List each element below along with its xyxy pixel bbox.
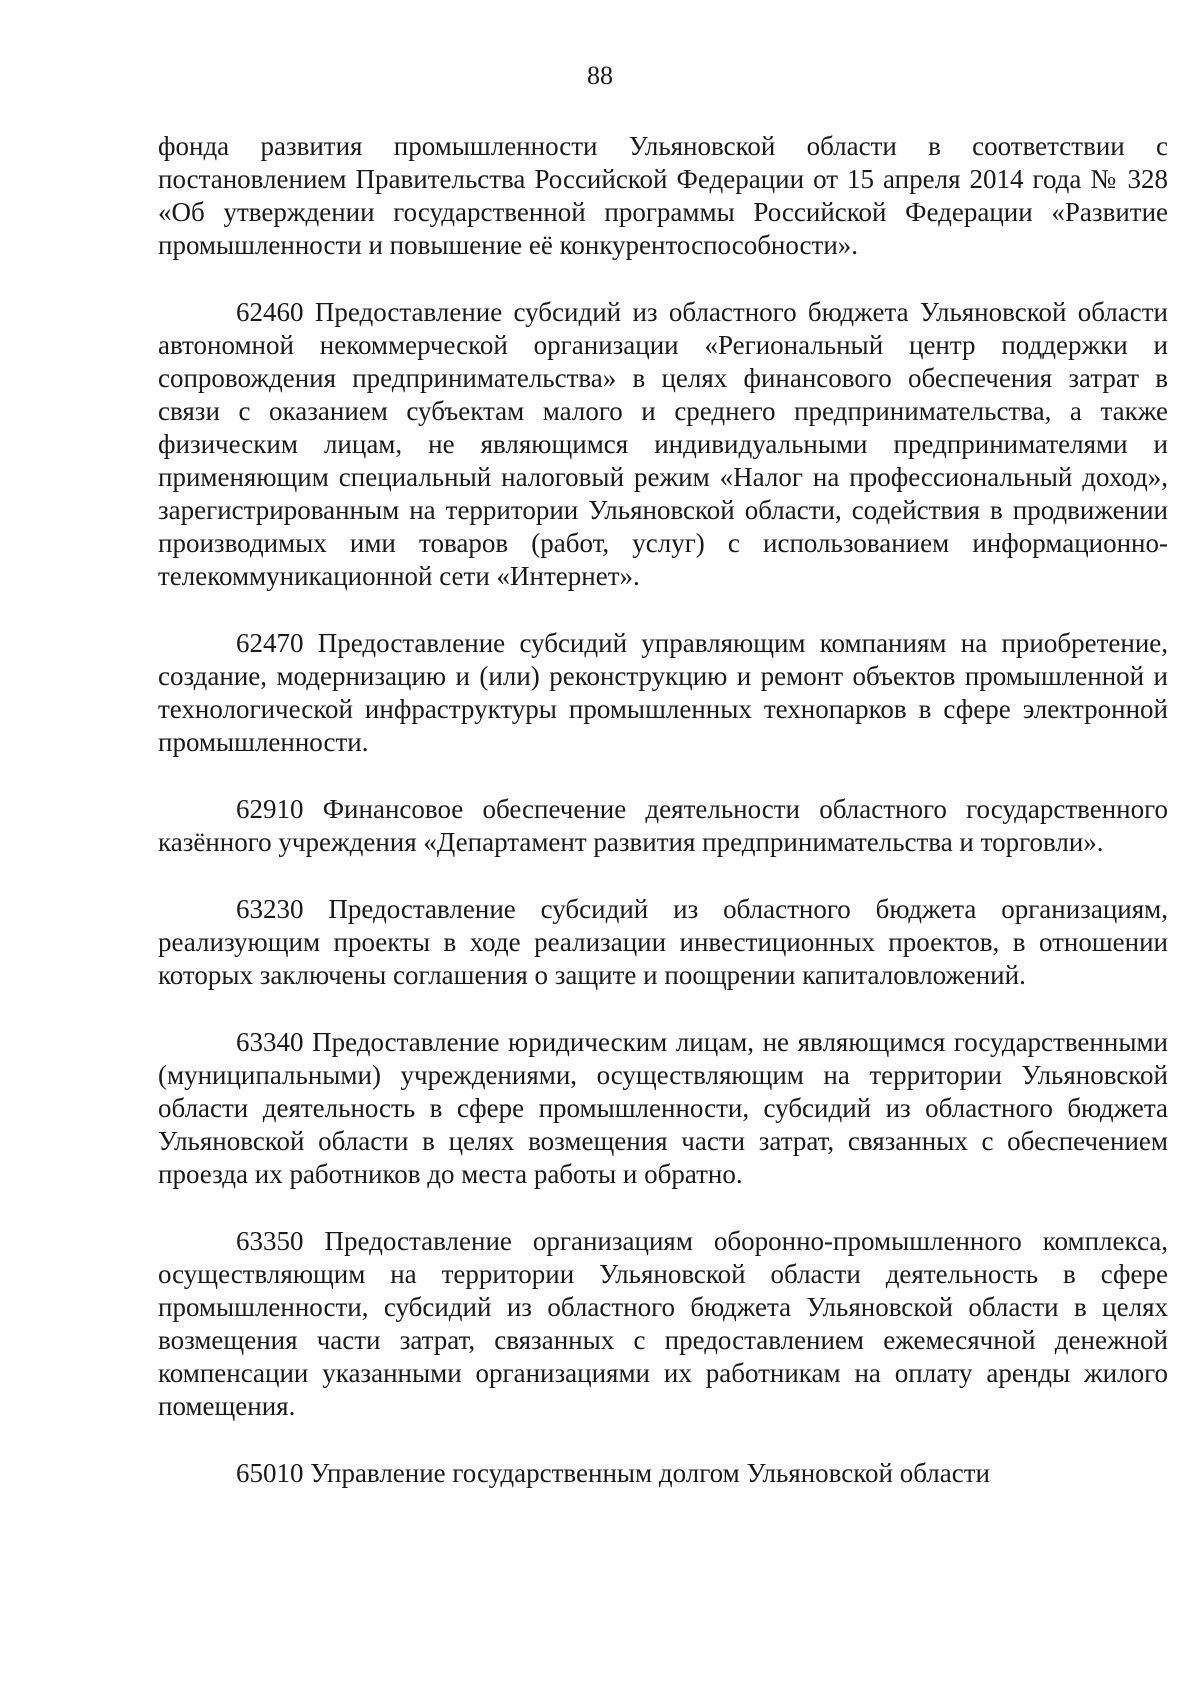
paragraph-63350: 63350 Предоставление организациям оборонно-промышленного комплекса, осуществляющим на территории Ульяновской области деятельность в сфере промышленности, субсидий из областного бюджета Ульяновской области в целях возмещения части затрат, связанных с предоставлением ежемесячной денежной компенсации указанными организациями их работникам на оплату аренды жилого помещения. [158, 1226, 1168, 1421]
page-number: 88 [587, 61, 613, 90]
paragraph-62910: 62910 Финансовое обеспечение деятельности областного государственного казённого учреждения «Департамент развития предпринимательства и торговли». [158, 794, 1168, 857]
paragraph-63340: 63340 Предоставление юридическим лицам, не являющимся государственными (муниципальными) учреждениями, осуществляющим на территории Ульяновской области деятельность в сфере промышленности, субсидий из областного бюджета Ульяновской области в целях возмещения части затрат, связанных с обеспечением проезда их работников до места работы и обратно. [158, 1027, 1168, 1189]
paragraph-62460: 62460 Предоставление субсидий из областного бюджета Ульяновской области автономной некоммерческой организации «Региональный центр поддержки и сопровождения предпринимательства» в целях финансового обеспечения затрат в связи с оказанием субъектам малого и среднего предпринимательства, а также физическим лицам, не являющимся индивидуальными предпринимателями и применяющим специальный налоговый режим «Налог на профессиональный доход», зарегистрированным на территории Ульяновской области, содействия в продвижении производимых ими товаров (работ, услуг) с использованием информационно-телекоммуникационной сети «Интернет». [158, 297, 1168, 591]
paragraph-65010: 65010 Управление государственным долгом Ульяновской области [236, 1458, 990, 1488]
document-body [158, 130, 1168, 1490]
paragraph-continuation: фонда развития промышленности Ульяновской области в соответствии с постановлением Правительства Российской Федерации от 15 апреля 2014 года № 328 «Об утверждении государственной программы Российской Федерации «Развитие промышленности и повышение её конкурентоспособности». [158, 131, 1168, 260]
paragraph-62470: 62470 Предоставление субсидий управляющим компаниям на приобретение, создание, модернизацию и (или) реконструкцию и ремонт объектов промышленной и технологической инфраструктуры промышленных технопарков в сфере электронной промышленности. [158, 628, 1168, 757]
paragraph-63230: 63230 Предоставление субсидий из областного бюджета организациям, реализующим проекты в ходе реализации инвестиционных проектов, в отношении которых заключены соглашения о защите и поощрении капиталовложений. [158, 894, 1168, 990]
